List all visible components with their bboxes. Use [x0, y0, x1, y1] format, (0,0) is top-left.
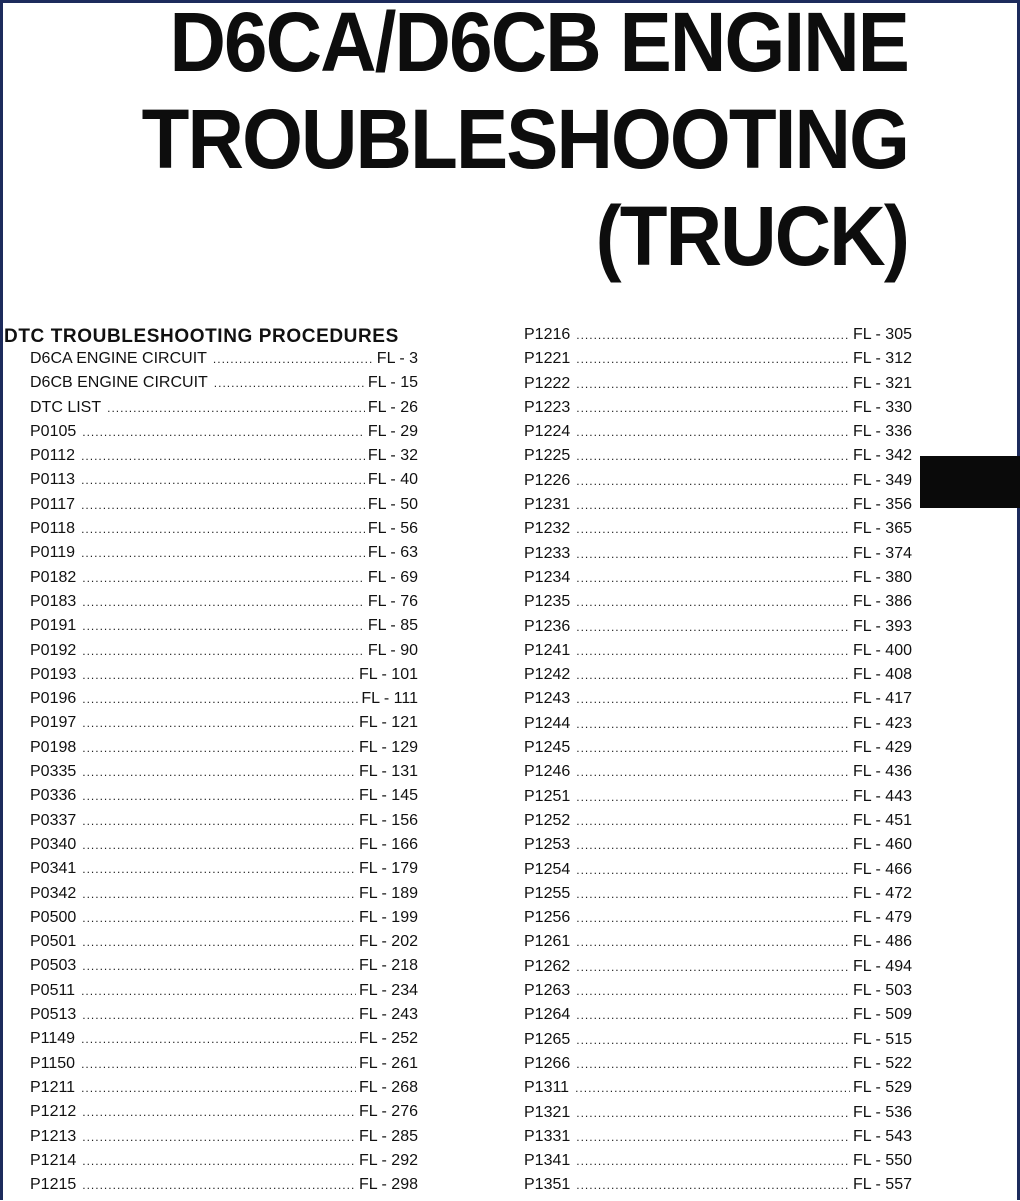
toc-entry[interactable]: [524, 812, 912, 836]
toc-entry[interactable]: [524, 715, 912, 739]
toc-entry-page: FL - 218: [359, 957, 418, 975]
toc-entry-label: P1235: [524, 593, 571, 611]
toc-entry-page: FL - 550: [853, 1152, 912, 1170]
dot-leader: [81, 1081, 356, 1095]
toc-entry-page: FL - 276: [359, 1103, 418, 1121]
toc-entry[interactable]: [524, 666, 912, 690]
toc-entry[interactable]: [30, 1079, 418, 1103]
toc-entry[interactable]: [524, 593, 912, 617]
toc-entry-label: P1233: [524, 544, 571, 562]
toc-entry-label: P0501: [30, 933, 77, 951]
toc-entry-label: P1225: [524, 447, 571, 465]
toc-entry[interactable]: [30, 957, 418, 981]
toc-entry-page: FL - 50: [367, 495, 418, 513]
toc-entry[interactable]: [30, 739, 418, 763]
toc-entry-page: FL - 166: [359, 835, 418, 853]
toc-entry-page: FL - 393: [853, 617, 912, 635]
dot-leader: [576, 717, 850, 731]
toc-entry-page: FL - 63: [367, 544, 418, 562]
toc-entry[interactable]: [30, 1128, 418, 1152]
toc-entry-page: FL - 386: [853, 593, 912, 611]
dot-leader: [81, 984, 356, 998]
dot-leader: [82, 814, 356, 828]
toc-entry-label: P1149: [30, 1030, 76, 1048]
toc-entry-page: FL - 417: [853, 690, 912, 708]
toc-entry[interactable]: [30, 399, 418, 423]
toc-entry[interactable]: [524, 690, 912, 714]
toc-entry-label: P0183: [30, 592, 77, 610]
toc-entry-label: P1224: [524, 423, 571, 441]
toc-entry-page: FL - 312: [853, 350, 912, 368]
toc-entry[interactable]: [30, 885, 418, 909]
dot-leader: [81, 449, 365, 463]
toc-entry-page: FL - 451: [853, 811, 912, 829]
dot-leader: [576, 352, 850, 366]
toc-entry-label: P0336: [30, 787, 77, 805]
toc-entry-page: FL - 76: [367, 592, 418, 610]
dot-leader: [82, 619, 365, 633]
toc-entry[interactable]: [524, 1176, 912, 1200]
toc-entry-page: FL - 503: [853, 982, 912, 1000]
toc-entry-label: P0118: [30, 520, 76, 538]
dot-leader: [576, 863, 850, 877]
toc-entry[interactable]: [30, 593, 418, 617]
toc-entry[interactable]: [524, 1152, 912, 1176]
toc-entry-page: FL - 121: [359, 714, 418, 732]
toc-entry[interactable]: [524, 909, 912, 933]
dot-leader: [81, 473, 365, 487]
toc-entry[interactable]: [524, 1079, 912, 1103]
toc-entry-page: FL - 436: [853, 763, 912, 781]
toc-entry-label: P1252: [524, 811, 571, 829]
dot-leader: [82, 1130, 356, 1144]
toc-entry[interactable]: [30, 982, 418, 1006]
toc-entry-page: FL - 423: [853, 714, 912, 732]
toc-entry-label: P0500: [30, 908, 77, 926]
toc-entry-label: D6CB ENGINE CIRCUIT: [30, 374, 208, 392]
toc-entry-page: FL - 472: [853, 884, 912, 902]
toc-entry[interactable]: [30, 812, 418, 836]
toc-entry-label: P1242: [524, 666, 571, 684]
dot-leader: [576, 449, 850, 463]
toc-entry[interactable]: [524, 739, 912, 763]
dot-leader: [82, 838, 356, 852]
toc-entry-page: FL - 111: [361, 690, 418, 708]
dot-leader: [214, 376, 365, 390]
toc-entry[interactable]: [524, 885, 912, 909]
title-line: (TRUCK): [595, 189, 908, 283]
dot-leader: [81, 1057, 356, 1071]
toc-entry[interactable]: [30, 617, 418, 641]
toc-entry[interactable]: [524, 375, 912, 399]
toc-entry-label: P1255: [524, 884, 571, 902]
toc-entry-label: P1254: [524, 860, 571, 878]
dot-leader: [576, 401, 850, 415]
dot-leader: [213, 352, 374, 366]
dot-leader: [576, 644, 850, 658]
dot-leader: [576, 620, 850, 634]
toc-entry-page: FL - 131: [359, 763, 418, 781]
toc-entry-label: P1243: [524, 690, 571, 708]
toc-entry-label: P0198: [30, 738, 77, 756]
toc-entry-page: FL - 429: [853, 739, 912, 757]
toc-entry[interactable]: [30, 909, 418, 933]
toc-entry[interactable]: [30, 933, 418, 957]
toc-entry-label: P1211: [30, 1078, 76, 1096]
toc-entry-page: FL - 26: [367, 398, 418, 416]
dot-leader: [576, 1106, 850, 1120]
toc-entry-page: FL - 494: [853, 957, 912, 975]
toc-entry[interactable]: [524, 423, 912, 447]
toc-entry-page: FL - 509: [853, 1006, 912, 1024]
toc-entry[interactable]: [30, 860, 418, 884]
toc-entry-label: P1241: [524, 641, 571, 659]
toc-entry-label: DTC LIST: [30, 398, 102, 416]
document-title: [142, 0, 908, 285]
toc-entry-label: P0342: [30, 884, 77, 902]
dot-leader: [576, 1033, 850, 1047]
dot-leader: [82, 595, 365, 609]
toc-entry-label: P1216: [524, 326, 571, 343]
toc-entry[interactable]: [524, 399, 912, 423]
toc-entry[interactable]: [30, 690, 418, 714]
dot-leader: [576, 1057, 850, 1071]
toc-entry-page: FL - 69: [367, 568, 418, 586]
toc-entry[interactable]: [524, 569, 912, 593]
toc-entry-page: FL - 342: [853, 447, 912, 465]
toc-entry-page: FL - 145: [359, 787, 418, 805]
toc-entry-page: FL - 29: [367, 422, 418, 440]
dot-leader: [82, 789, 356, 803]
dot-leader: [576, 1008, 850, 1022]
dot-leader: [82, 1154, 356, 1168]
toc-entry-label: P1245: [524, 739, 571, 757]
toc-entry-page: FL - 189: [359, 884, 418, 902]
toc-entry-page: FL - 557: [853, 1176, 912, 1194]
toc-entry[interactable]: [524, 763, 912, 787]
toc-entry[interactable]: [524, 982, 912, 1006]
toc-entry-page: FL - 349: [853, 471, 912, 489]
dot-leader: [81, 1032, 356, 1046]
dot-leader: [82, 959, 356, 973]
toc-entry-label: P1341: [524, 1152, 571, 1170]
toc-entry-page: FL - 374: [853, 544, 912, 562]
toc-entry[interactable]: [524, 642, 912, 666]
toc-entry-page: FL - 268: [359, 1078, 418, 1096]
toc-entry-label: P0182: [30, 568, 77, 586]
toc-entry-label: P0340: [30, 835, 77, 853]
toc-entry[interactable]: [524, 836, 912, 860]
toc-entry-label: P1256: [524, 909, 571, 927]
toc-column-left: [30, 350, 418, 1200]
section-heading: DTC TROUBLESHOOTING PROCEDURES: [4, 326, 399, 347]
toc-entry[interactable]: [524, 861, 912, 885]
dot-leader: [576, 984, 850, 998]
toc-entry-page: FL - 336: [853, 423, 912, 441]
dot-leader: [82, 862, 356, 876]
toc-entry-label: P1231: [524, 496, 571, 514]
toc-entry-label: P1321: [524, 1103, 571, 1121]
toc-entry-label: P1221: [524, 350, 571, 368]
toc-entry[interactable]: [524, 326, 912, 350]
toc-entry-label: P0117: [30, 495, 76, 513]
dot-leader: [576, 595, 850, 609]
toc-entry-page: FL - 32: [367, 447, 418, 465]
toc-entry-label: P1236: [524, 617, 571, 635]
dot-leader: [576, 1130, 850, 1144]
toc-entry-page: FL - 536: [853, 1103, 912, 1121]
dot-leader: [576, 911, 850, 925]
toc-entry-label: P0197: [30, 714, 77, 732]
toc-entry-label: P1253: [524, 836, 571, 854]
toc-entry-page: FL - 101: [359, 665, 418, 683]
toc-entry-page: FL - 90: [367, 641, 418, 659]
toc-entry-page: FL - 486: [853, 933, 912, 951]
dot-leader: [82, 1008, 356, 1022]
toc-entry-label: P0503: [30, 957, 77, 975]
dot-leader: [576, 668, 850, 682]
dot-leader: [576, 377, 850, 391]
title-line: D6CA/D6CB ENGINE: [169, 0, 908, 89]
toc-entry-page: FL - 543: [853, 1127, 912, 1145]
toc-entry-label: P1246: [524, 763, 571, 781]
title-line: TROUBLESHOOTING: [141, 92, 908, 186]
toc-entry[interactable]: [30, 569, 418, 593]
dot-leader: [576, 765, 850, 779]
toc-entry[interactable]: [30, 787, 418, 811]
dot-leader: [575, 1081, 850, 1095]
dot-leader: [82, 716, 356, 730]
toc-entry-page: FL - 292: [359, 1151, 418, 1169]
toc-entry-label: P0191: [30, 617, 77, 635]
dot-leader: [576, 498, 850, 512]
toc-entry-label: P0341: [30, 860, 77, 878]
toc-entry-label: P1311: [524, 1079, 570, 1097]
toc-entry[interactable]: [30, 496, 418, 520]
toc-entry-page: FL - 522: [853, 1054, 912, 1072]
toc-entry-page: FL - 479: [853, 909, 912, 927]
toc-entry-label: P0335: [30, 763, 77, 781]
toc-entry[interactable]: [30, 447, 418, 471]
dot-leader: [576, 522, 850, 536]
toc-entry[interactable]: [524, 1031, 912, 1055]
toc-entry-page: FL - 529: [853, 1079, 912, 1097]
toc-entry-label: D6CA ENGINE CIRCUIT: [30, 350, 207, 367]
toc-entry-label: P1150: [30, 1054, 76, 1072]
toc-entry[interactable]: [30, 350, 418, 374]
toc-entry[interactable]: [30, 374, 418, 398]
toc-entry-page: FL - 305: [853, 326, 912, 343]
toc-entry-page: FL - 156: [359, 811, 418, 829]
toc-entry[interactable]: [524, 472, 912, 496]
toc-column-right: [524, 326, 912, 1201]
toc-entry[interactable]: [524, 496, 912, 520]
toc-entry-label: P1234: [524, 568, 571, 586]
toc-entry[interactable]: [30, 1152, 418, 1176]
toc-entry[interactable]: [30, 714, 418, 738]
toc-entry-page: FL - 443: [853, 787, 912, 805]
dot-leader: [82, 425, 365, 439]
toc-entry-label: P1244: [524, 714, 571, 732]
dot-leader: [81, 546, 365, 560]
dot-leader: [576, 887, 850, 901]
toc-entry-page: FL - 56: [367, 520, 418, 538]
dot-leader: [576, 571, 850, 585]
toc-entry[interactable]: [524, 447, 912, 471]
toc-entry-label: P0196: [30, 690, 77, 708]
toc-entry-page: FL - 356: [853, 496, 912, 514]
toc-entry-page: FL - 408: [853, 666, 912, 684]
toc-entry-label: P1351: [524, 1176, 571, 1194]
toc-entry-label: P1215: [30, 1176, 77, 1194]
toc-entry-page: FL - 202: [359, 933, 418, 951]
toc-entry[interactable]: [30, 544, 418, 568]
toc-entry-label: P1266: [524, 1054, 571, 1072]
dot-leader: [82, 765, 356, 779]
toc-entry[interactable]: [524, 520, 912, 544]
toc-entry[interactable]: [524, 1104, 912, 1128]
toc-entry-page: FL - 460: [853, 836, 912, 854]
toc-entry-label: P1262: [524, 957, 571, 975]
toc-entry-page: FL - 179: [359, 860, 418, 878]
toc-entry[interactable]: [524, 545, 912, 569]
toc-entry-page: FL - 330: [853, 398, 912, 416]
toc-entry-page: FL - 261: [359, 1054, 418, 1072]
toc-entry-page: FL - 15: [367, 374, 418, 392]
dot-leader: [82, 741, 356, 755]
toc-entry-label: P0113: [30, 471, 76, 489]
toc-entry[interactable]: [30, 471, 418, 495]
toc-entry[interactable]: [524, 618, 912, 642]
dot-leader: [82, 887, 356, 901]
dot-leader: [81, 498, 365, 512]
toc-entry-label: P1223: [524, 398, 571, 416]
toc-entry-label: P1265: [524, 1030, 571, 1048]
toc-entry[interactable]: [30, 423, 418, 447]
toc-entry-page: FL - 321: [853, 374, 912, 392]
dot-leader: [576, 328, 850, 342]
dot-leader: [576, 474, 850, 488]
dot-leader: [107, 401, 365, 415]
toc-entry-label: P1264: [524, 1006, 571, 1024]
toc-entry-page: FL - 40: [367, 471, 418, 489]
toc-entry-label: P1261: [524, 933, 571, 951]
toc-entry[interactable]: [30, 763, 418, 787]
toc-entry-page: FL - 466: [853, 860, 912, 878]
toc-entry[interactable]: [524, 1006, 912, 1030]
toc-entry-page: FL - 515: [853, 1030, 912, 1048]
toc-entry-page: FL - 252: [359, 1030, 418, 1048]
toc-entry[interactable]: [524, 788, 912, 812]
toc-entry-label: P0511: [30, 981, 76, 999]
toc-entry-label: P1213: [30, 1127, 77, 1145]
toc-entry-page: FL - 298: [359, 1176, 418, 1194]
toc-entry[interactable]: [30, 1176, 418, 1200]
toc-entry-label: P0192: [30, 641, 77, 659]
toc-entry[interactable]: [30, 1030, 418, 1054]
toc-entry-page: FL - 285: [359, 1127, 418, 1145]
toc-entry-page: FL - 199: [359, 908, 418, 926]
dot-leader: [81, 522, 365, 536]
toc-entry-label: P1226: [524, 471, 571, 489]
toc-entry-page: FL - 3: [376, 350, 418, 367]
toc-entry-page: FL - 400: [853, 641, 912, 659]
section-index-tab: [920, 456, 1020, 508]
dot-leader: [82, 571, 365, 585]
toc-entry-label: P0112: [30, 447, 76, 465]
toc-entry-page: FL - 129: [359, 738, 418, 756]
toc-entry-page: FL - 85: [367, 617, 418, 635]
toc-entry[interactable]: [524, 933, 912, 957]
toc-entry-label: P0193: [30, 665, 77, 683]
toc-entry-page: FL - 243: [359, 1006, 418, 1024]
dot-leader: [82, 1178, 356, 1192]
toc-entry[interactable]: [524, 958, 912, 982]
toc-entry-label: P0105: [30, 422, 77, 440]
dot-leader: [576, 790, 850, 804]
toc-entry-label: P1222: [524, 374, 571, 392]
dot-leader: [82, 668, 356, 682]
dot-leader: [576, 692, 850, 706]
dot-leader: [82, 935, 356, 949]
toc-entry[interactable]: [524, 1055, 912, 1079]
dot-leader: [82, 1105, 356, 1119]
toc-entry-label: P1263: [524, 982, 571, 1000]
toc-entry-label: P0119: [30, 544, 76, 562]
toc-entry-page: FL - 365: [853, 520, 912, 538]
toc-entry[interactable]: [30, 642, 418, 666]
dot-leader: [82, 911, 356, 925]
dot-leader: [576, 838, 850, 852]
dot-leader: [82, 644, 365, 658]
dot-leader: [576, 1154, 850, 1168]
dot-leader: [576, 425, 850, 439]
toc-entry-label: P1212: [30, 1103, 77, 1121]
toc-entry-label: P1331: [524, 1127, 571, 1145]
dot-leader: [576, 935, 850, 949]
toc-entry-page: FL - 234: [359, 981, 418, 999]
toc-entry[interactable]: [30, 1006, 418, 1030]
toc-entry[interactable]: [30, 836, 418, 860]
dot-leader: [576, 547, 850, 561]
toc-entry-label: P0513: [30, 1006, 77, 1024]
toc-entry-label: P0337: [30, 811, 77, 829]
dot-leader: [576, 741, 850, 755]
toc-entry-label: P1251: [524, 787, 571, 805]
toc-entry[interactable]: [524, 350, 912, 374]
dot-leader: [82, 692, 358, 706]
toc-entry[interactable]: [30, 520, 418, 544]
toc-entry[interactable]: [30, 1103, 418, 1127]
dot-leader: [576, 960, 850, 974]
toc-entry-label: P1232: [524, 520, 571, 538]
toc-entry[interactable]: [524, 1128, 912, 1152]
toc-entry-page: FL - 380: [853, 568, 912, 586]
dot-leader: [576, 1178, 850, 1192]
toc-entry-label: P1214: [30, 1151, 77, 1169]
dot-leader: [576, 814, 850, 828]
toc-entry[interactable]: [30, 1055, 418, 1079]
toc-entry[interactable]: [30, 666, 418, 690]
